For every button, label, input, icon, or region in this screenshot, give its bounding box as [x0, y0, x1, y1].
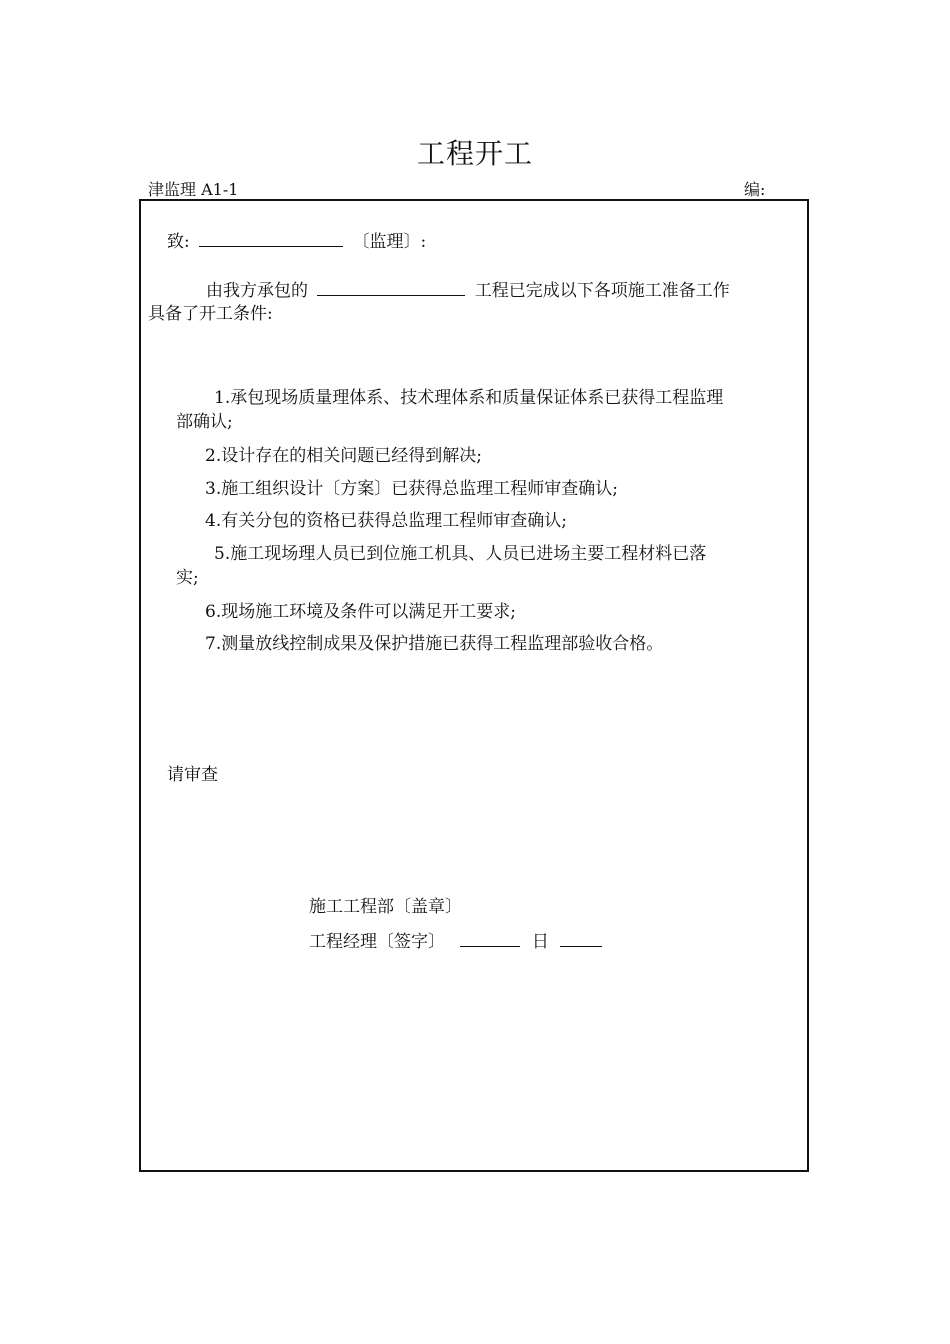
- request-text: 请审查: [167, 765, 218, 785]
- item-1-cont: 部确认;: [176, 412, 233, 432]
- day-label: 日: [531, 932, 549, 952]
- item-5-cont: 实;: [176, 568, 199, 588]
- dept-seal-label: 施工工程部〔盖章〕: [309, 897, 462, 917]
- project-name-blank[interactable]: [317, 277, 465, 296]
- intro-prefix: 由我方承包的: [206, 281, 308, 301]
- to-suffix: 〔监理〕:: [352, 232, 427, 252]
- intro-line: [206, 277, 730, 303]
- day-blank[interactable]: [560, 928, 602, 947]
- form-code: 津监理 A1-1: [148, 180, 239, 199]
- supervisor-name-blank[interactable]: [199, 228, 343, 247]
- item-1: 1.承包现场质量理体系、技术理体系和质量保证体系已获得工程监理: [214, 388, 724, 408]
- item-5: 5.施工现场理人员已到位施工机具、人员已进场主要工程材料已落: [214, 544, 707, 564]
- manager-signature-line: [309, 928, 602, 954]
- document-title: 工程开工: [416, 137, 533, 170]
- intro-continuation: 具备了开工条件:: [148, 304, 273, 324]
- item-7: 7.测量放线控制成果及保护措施已获得工程监理部验收合格。: [205, 634, 664, 654]
- item-4: 4.有关分包的资格已获得总监理工程师审查确认;: [205, 511, 567, 531]
- addressee-line: [167, 228, 426, 254]
- item-2: 2.设计存在的相关问题已经得到解决;: [205, 446, 482, 466]
- form-frame: [139, 199, 809, 1172]
- number-label: 编:: [744, 180, 766, 199]
- to-label: 致:: [167, 232, 190, 252]
- manager-label: 工程经理〔签字〕: [309, 932, 445, 952]
- item-6: 6.现场施工环境及条件可以满足开工要求;: [205, 602, 516, 622]
- intro-suffix: 工程已完成以下各项施工准备工作: [474, 281, 730, 301]
- item-3: 3.施工组织设计〔方案〕已获得总监理工程师审查确认;: [205, 479, 618, 499]
- manager-signature-blank[interactable]: [460, 928, 520, 947]
